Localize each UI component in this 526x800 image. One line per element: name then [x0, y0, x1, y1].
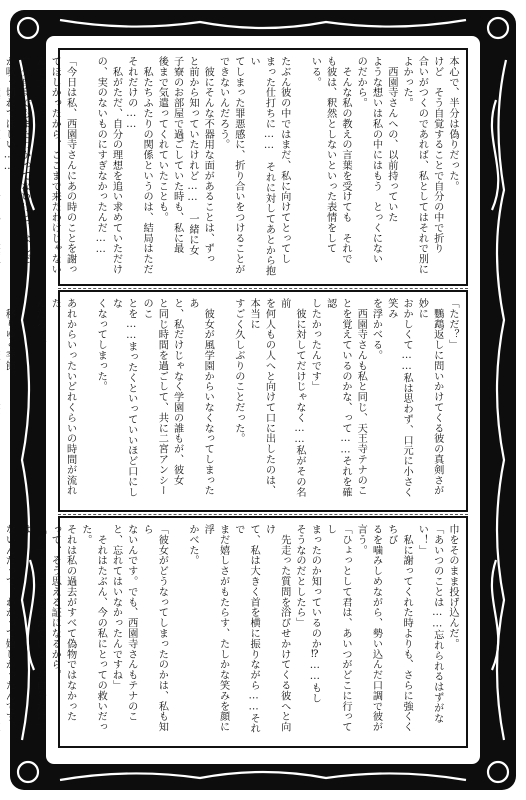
- novel-text-3: 巾をそのまま投げ込んだ。 「あいつのことは……忘れられるはずがない！」 私に謝ってくれた時よりも、さらに強くくちび るを噛みしめながら、勢い込んだ口調で彼が 言う。 「ひょっとして君は、あいつがどこに行ってし まったのか知っているのか⁉……もし そうなのだとしたら」 先走った質問を浴びせかけてくる彼へと向け て、私は大きく首を横に振りながら……それで まだ嬉しさがもたらす、たしかな笑みを顔に浮 かべた。 「彼女がどうなってしまったのかは、私も知ら ないんです。でも、西園寺さんもテナのこ と、忘れてはいなかったんですね」 それはたぶん、今の私にとっての救いだった。 それは私の過去がすべて偽物ではなかった って、そう思える証になるから。 「ウテナのことを覚えているのが自分だけでは ないんだって、わかって嬉しかったんです。: [3, 524, 458, 734]
- text-panel-1: [3, 48, 468, 286]
- text-panel-2: [3, 290, 468, 512]
- text-panel-3: [3, 516, 468, 748]
- novel-text-2: 「ただ？」 鸚鵡返しに問いかけてくる彼の真剣さが妙に おかしくて……私は思わず、口元に小さく笑み を浮かべる。 西園寺さんも私と同じ、天王寺テナのこ とを覚えているのかな、って……それを確認 したかったんです」 彼に対してだけじゃなく……私がその名前 を何人もの人へと向けて口に出したのは、本当に すごく久しぶりのことだった。 彼女が風学園からいなくなってしまったあ と、私だけじゃなく学園の誰もが、彼女 と同じ時間を過ごして、共に二宮アンシーのこ とを……まったくといっていいほど口にしな くなってしまった。 あれからいったいどれくらいの時間が流れた んだろう？ 移りゆく季節。: [3, 298, 458, 498]
- scene-divider: [58, 514, 468, 515]
- novel-text-1: 本心で、半分は偽りだった。 けど そう自覚することで自分の中で折り 合いがつくのであれば、私としてはそれで別に よかった。 西園寺さんへの、以前持っていた ような想いは私の中にはもう とっくにない のだから。 そんな私の教えの言葉を受けても それで も彼は、釈然としないといった表情をして いる。 たぶん彼の中ではまだ、私に向けてとってし まった仕打ちに…… それに対してあとから抱い てしまった罪悪感に、折り合いをつけることが できないんだろう。 彼にそんな不器用な面があることは、ずっ と前から知っていたけれど…… 一緒に女 子寮のお部屋で過ごしていた時も、私に最 後まで気遣ってくれていたことも。 私たちふたりの関係というのは、結局はただ それだけの…… 私がただ、自分の理想を追い求めていただけ の、実のないものにすぎなかったんだ…… 「今日は私、西園寺さんにあの時のことを謝っ てほしかったから、ここまで来たわけじゃない んです。ただ……」 自分自身でもまだわかってないけど、なんだ か吹っ切れてほしい……: [3, 56, 458, 276]
- scene-divider: [58, 288, 468, 289]
